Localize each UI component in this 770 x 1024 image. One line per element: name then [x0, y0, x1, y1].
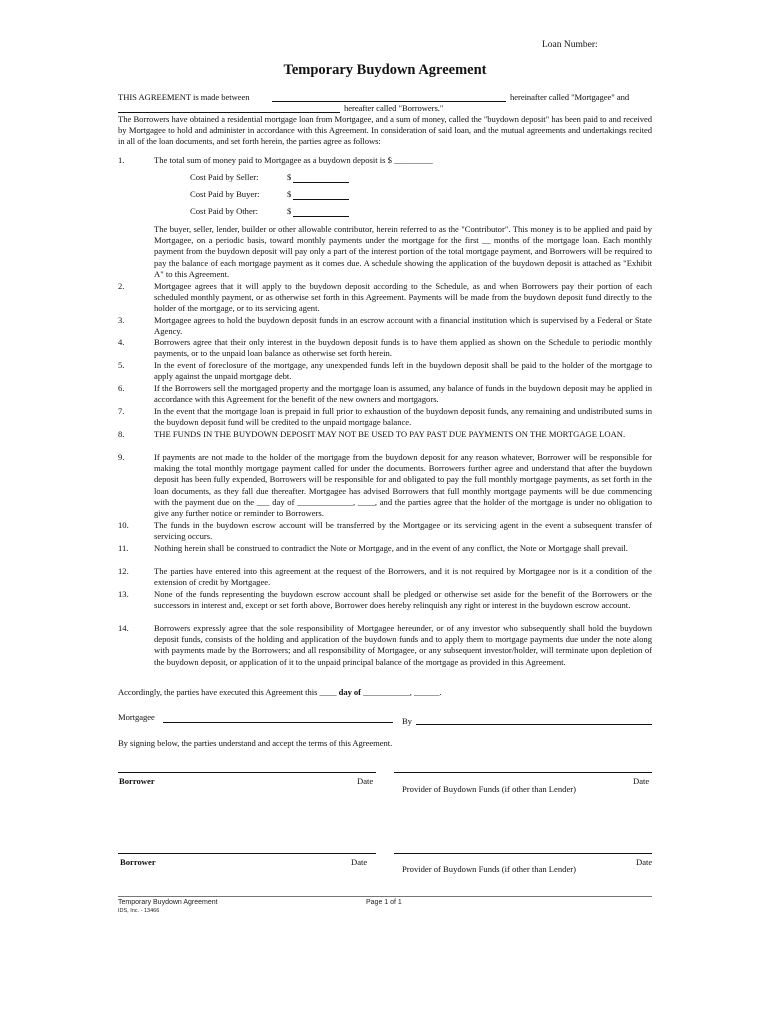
cost-seller-dollar: $	[287, 172, 292, 182]
item-number: 3.	[118, 315, 125, 325]
executed-text	[118, 687, 442, 698]
cost-other-field[interactable]	[293, 216, 349, 217]
cost-other-dollar: $	[287, 206, 292, 216]
provider2-date-label: Date	[636, 857, 653, 867]
executed-prefix: Accordingly, the parties have executed this Agreement this ____	[118, 687, 337, 697]
item-number: 6.	[118, 383, 125, 393]
executed-day-of: day of	[338, 687, 361, 697]
provider1-signature-field[interactable]	[394, 772, 652, 773]
loan-number-label: Loan Number:	[542, 40, 598, 50]
intro-body: The Borrowers have obtained a residential mortgage loan from Mortgagee, and a sum of money, called the "buydown deposit" has been paid to and received by Mortgagee to hold and administer in accordance with this Agreement. In consideration of said loan, and the mutual agreements and undertakings recited in all of the loan documents, and set forth herein, the parties agree as follows:	[118, 114, 652, 147]
item-text: If the Borrowers sell the mortgaged property and the mortgage loan is assumed, any balance of funds in the buydown deposit may be applied in accordance with this Agreement for the benefit of the new owners and mortgagors.	[154, 383, 652, 405]
intro-line1-prefix: THIS AGREEMENT is made between	[118, 92, 250, 102]
cost-seller-label: Cost Paid by Seller:	[190, 172, 259, 182]
item-text: Mortgagee agrees to hold the buydown deposit funds in an escrow account with a financial institution which is supervised by a Federal or State Agency.	[154, 315, 652, 337]
item-text: The parties have entered into this agreement at the request of the Borrowers, and it is not required by Mortgagee nor is it a condition of the extension of credit by Mortgagee.	[154, 566, 652, 588]
mortgagee-signature-field[interactable]	[163, 722, 393, 723]
item-number: 5.	[118, 360, 125, 370]
item-number: 1.	[118, 155, 125, 165]
item-text: Borrowers agree that their only interest in the buydown deposit funds is to have them applied as shown on the Schedule to periodic monthly payments, or to the unpaid loan balance as otherwise set forth herein.	[154, 337, 652, 359]
page-title: Temporary Buydown Agreement	[283, 62, 487, 78]
by-label: By	[402, 716, 412, 726]
item-number: 4.	[118, 337, 125, 347]
borrower2-date-label: Date	[351, 857, 368, 867]
borrower1-signature-field[interactable]	[118, 772, 376, 773]
borrowers-name-field[interactable]	[118, 112, 340, 113]
item-number: 8.	[118, 429, 125, 439]
item-number: 14.	[118, 623, 129, 633]
item-number: 9.	[118, 452, 125, 462]
footer-page: Page 1 of 1	[366, 899, 402, 906]
borrower1-label: Borrower	[119, 776, 155, 786]
by-signature-field[interactable]	[416, 724, 652, 725]
understand-text: By signing below, the parties understand and accept the terms of this Agreement.	[118, 738, 393, 748]
provider2-label: Provider of Buydown Funds (if other than Lender)	[402, 864, 576, 874]
footer-divider	[118, 896, 652, 897]
item-text: Mortgagee agrees that it will apply to the buydown deposit according to the Schedule, as and when Borrowers pay their portion of each scheduled monthly payment, or as otherwise set forth in this Agreement. Payments will be made from the buydown deposit fund directly to the holder of the mortgage, or to its servicing agent.	[154, 281, 652, 314]
mortgagee-label: Mortgagee	[118, 712, 155, 722]
provider1-label: Provider of Buydown Funds (if other than Lender)	[402, 784, 576, 794]
item-number: 10.	[118, 520, 129, 530]
item-number: 12.	[118, 566, 129, 576]
footer-title: Temporary Buydown Agreement	[118, 899, 218, 906]
footer-code: IDS, Inc. - 13466	[118, 908, 160, 914]
executed-suffix: ___________, ______.	[363, 687, 442, 697]
item-number: 13.	[118, 589, 129, 599]
cost-other-label: Cost Paid by Other:	[190, 206, 259, 216]
cost-buyer-field[interactable]	[293, 199, 349, 200]
item-text: The total sum of money paid to Mortgagee as a buydown deposit is $ _________	[154, 155, 433, 165]
item-number: 2.	[118, 281, 125, 291]
item1-contributor-text: The buyer, seller, lender, builder or other allowable contributor, herein referred to as the "Contributor". This money is to be applied and paid by Mortgagee, on a periodic basis, toward monthly payments under the mortgage for the first __ months of the mortgage loan. Each monthly payment from the buydown deposit will pay only a part of the interest portion of the total mortgage payment, and Borrowers will be required to pay the balance of each mortgage payment as it comes due. A schedule showing the application of the buydown deposit is attached as "Exhibit A" to this Agreement.	[154, 224, 652, 279]
mortgagee-name-field[interactable]	[272, 101, 506, 102]
cost-buyer-dollar: $	[287, 189, 292, 199]
item-text: THE FUNDS IN THE BUYDOWN DEPOSIT MAY NOT BE USED TO PAY PAST DUE PAYMENTS ON THE MORTGAGE LOAN.	[154, 429, 626, 439]
item-text: If payments are not made to the holder of the mortgage from the buydown deposit for any reason whatever, Borrower will be responsible for making the total monthly mortgage payment called for under the documents. Borrowers further agree and understand that after the buydown deposit has been fully expended, Borrowers will be responsible for and obligated to pay the full monthly mortgage payments, as set forth in the loan documents, as they fall due thereafter. Mortgagee has advised Borrowers that full monthly mortgage payments will be due commencing with the payment due on the ___ day of _____________, ____, and the parties agree that the holder of the mortgage is under no obligation to give any further notice or reminder to Borrowers.	[154, 452, 652, 519]
item-text: Borrowers expressly agree that the sole responsibility of Mortgagee hereunder, or of any investor who subsequently shall hold the buydown deposit funds, consists of the holding and application of the buydown funds and to apply them to mortgage payments due under the note along with payments made by the Borrowers; and all responsibility of Mortgagee, or any subsequent investor/holder, will terminate upon depletion of the buydown deposit, or application of it to the unpaid principal balance of the mortgage as provided in this Agreement.	[154, 623, 652, 667]
provider1-date-label: Date	[633, 776, 650, 786]
item-number: 7.	[118, 406, 125, 416]
item-text: In the event that the mortgage loan is prepaid in full prior to exhaustion of the buydown deposit funds, any remaining and undistributed sums in the buydown deposit fund will be credited to the unpaid mortgage balance.	[154, 406, 652, 428]
item-text: Nothing herein shall be construed to contradict the Note or Mortgage, and in the event of any conflict, the Note or Mortgage shall prevail.	[154, 543, 628, 553]
borrower2-label: Borrower	[120, 857, 156, 867]
cost-seller-field[interactable]	[293, 182, 349, 183]
item-text: The funds in the buydown escrow account will be transferred by the Mortgagee or its servicing agent in the event a subsequent transfer of servicing occurs.	[154, 520, 652, 542]
intro-line2-suffix: hereafter called "Borrowers."	[344, 103, 444, 113]
borrower1-date-label: Date	[357, 776, 374, 786]
item-text: None of the funds representing the buydown escrow account shall be pledged or otherwise set aside for the benefit of the Borrowers or the successors in interest and, except or set forth above, Borrower does hereby relinquish any right or interest in the buydown escrow account.	[154, 589, 652, 611]
borrower2-signature-field[interactable]	[118, 853, 376, 854]
provider2-signature-field[interactable]	[394, 853, 652, 854]
cost-buyer-label: Cost Paid by Buyer:	[190, 189, 260, 199]
intro-line1-suffix: hereinafter called "Mortgagee" and	[510, 92, 630, 102]
item-text: In the event of foreclosure of the mortgage, any unexpended funds left in the buydown deposit shall be paid to the holder of the mortgage to apply against the unpaid mortgage debt.	[154, 360, 652, 382]
item-number: 11.	[118, 543, 129, 553]
